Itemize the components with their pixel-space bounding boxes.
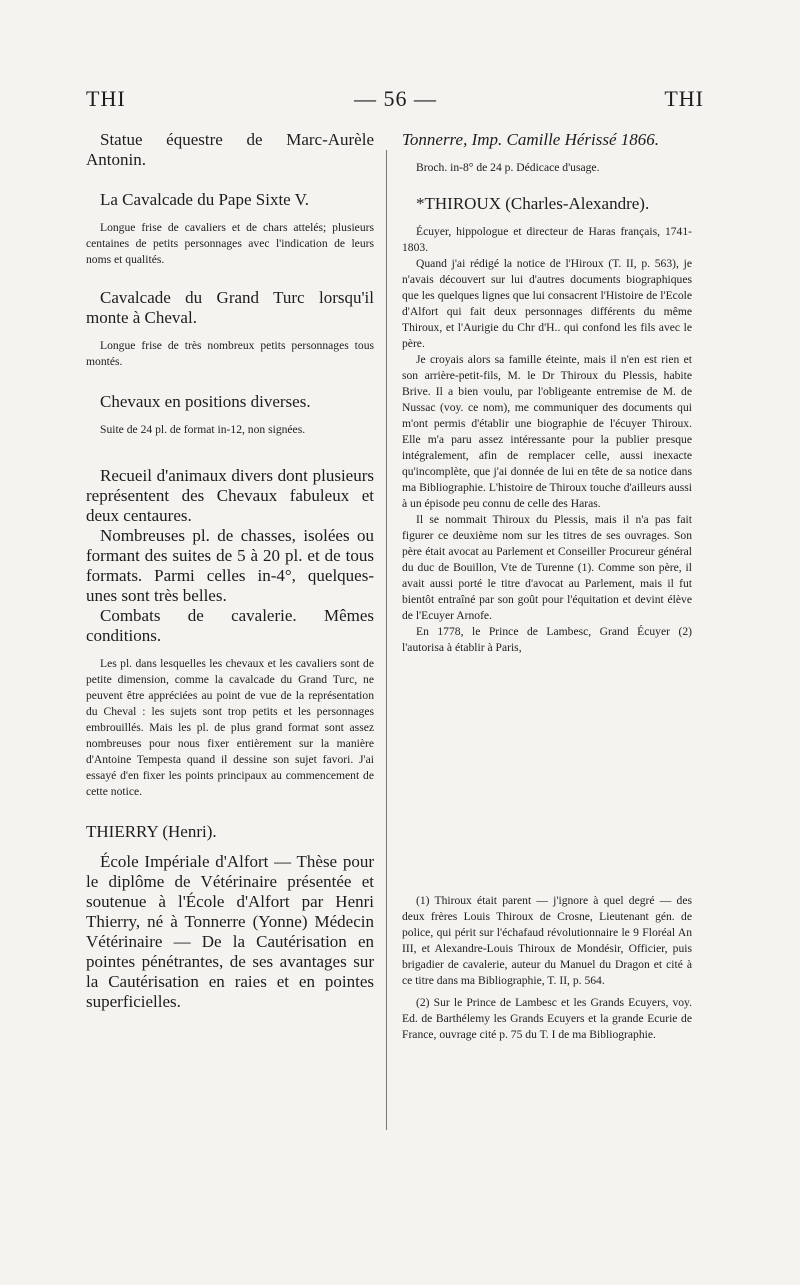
thierry-entry: École Impériale d'Alfort — Thèse pour le diplôme de Vétérinaire présentée et soutenue à l'École d'Alfort par Henri Thierry, né à Tonnerre (Yonne) Médecin Vétérinaire — De la Cautérisation en pointes pénétrantes, de ses avantages sur la Cautérisation en raies et en pointes superficielles.	[86, 852, 374, 1011]
combats-title: Combats de cavalerie. Mêmes conditions.	[86, 606, 374, 645]
combats-desc: Les pl. dans lesquelles les chevaux et les cavaliers sont de petite dimension, comme la cavalcade du Grand Turc, ne peuvent être appréciées au point de vue de la représentation du Cheval : les sujets sont trop petits et les personnages embrouillés. Mais les pl. de plus grand format sont assez nombreuses pour nous fixer entièrement sur la manière d'Antoine Tempesta quand il dessine son sujet favori. J'ai essayé d'en fixer les points principaux au commencement de cette notice.	[86, 657, 374, 798]
thiroux-para-3: Il se nommait Thiroux du Plessis, mais il n'a pas fait figurer ce deuxième nom sur les titres de ses ouvrages. Son père était avocat au Parlement et Conseiller Procureur général du duc de Bouillon, Vte de Turenne (1). Comme son père, il avait aussi porté le titre d'avocat au Parlement, mais il fut bientôt entraîné par son goût pour l'équitation et devint élève de l'Ecuyer Arnofe.	[402, 513, 692, 622]
page-number: — 56 —	[354, 86, 437, 111]
header-left: THI	[86, 86, 126, 111]
grand-turc-desc: Longue frise de très nombreux petits personnages tous montés.	[86, 339, 374, 368]
chevaux-title: Chevaux en positions diverses.	[100, 392, 311, 411]
cavalcade-pape-desc: Longue frise de cavaliers et de chars attelés; plusieurs centaines de petits personnages avec l'indication de leurs noms et qualités.	[86, 221, 374, 266]
thiroux-para-1: Quand j'ai rédigé la notice de l'Hiroux (T. II, p. 563), je n'avais découvert sur lui d'autres documents biographiques que les quelques lignes que lui consacrent l'Histoire de l'Ecole d'Alfort qui fait deux personnages différents du même Thiroux, et l'Aurigie du Chr d'H.. qui confond les fils avec le père.	[402, 257, 692, 350]
thierry-broch: Broch. in-8° de 24 p. Dédicace d'usage.	[416, 161, 600, 174]
right-column	[402, 130, 692, 656]
footnote-2: (2) Sur le Prince de Lambesc et les Grands Ecuyers, voy. Ed. de Barthélemy les Grands Ecuyers et la grande Ecurie de France, ouvrage cité p. 75 du T. I de ma Bibliographie.	[402, 996, 692, 1041]
footnotes	[402, 893, 692, 1043]
thiroux-para-4: En 1778, le Prince de Lambesc, Grand Écuyer (2) l'autorisa à établir à Paris,	[402, 625, 692, 654]
header-right: THI	[664, 86, 704, 111]
column-rule	[386, 150, 387, 1130]
chevaux-desc: Suite de 24 pl. de format in-12, non signées.	[100, 423, 306, 436]
thierry-heading: THIERRY (Henri).	[86, 822, 217, 841]
thiroux-para-2: Je croyais alors sa famille éteinte, mais il n'en est rien et son arrière-petit-fils, M. le Dr Thiroux du Plessis, habite Brive. Il a bien voulu, par l'obligeante entremise de M. de Nussac (voy. ce nom), me communiquer des documents qui m'ont permis d'établir une biographie de l'écuyer Thiroux. Elle m'a paru assez intéressante pour la publier presque intégralement, afin de remplacer celle, aussi inexacte qu'incomplète, que j'ai donnée de lui en tête de sa notice dans ma Bibliographie. L'histoire de Thiroux touche d'ailleurs aussi à un épisode peu connu de celle des Haras.	[402, 353, 692, 510]
grand-turc-title: Cavalcade du Grand Turc lorsqu'il monte à Cheval.	[86, 288, 374, 327]
thiroux-heading: *THIROUX (Charles-Alexandre).	[416, 194, 650, 213]
recueil-more: Nombreuses pl. de chasses, isolées ou formant des suites de 5 à 20 pl. et de tous formats. Parmi celles in-4°, quelques-unes sont très belles.	[86, 526, 374, 605]
footnote-1: (1) Thiroux était parent — j'ignore à quel degré — des deux frères Louis Thiroux de Crosne, Lieutenant gén. de police, qui périt sur l'échafaud révolutionnaire le 9 Floréal An III, et Alexandre-Louis Thiroux de Mondésir, Officier, puis brigadier de cavalerie, auteur du Manuel du Dragon et cité à ce titre dans ma Bibliographie, T. II, p. 564.	[402, 894, 692, 987]
left-column	[86, 130, 374, 1012]
thiroux-role: Écuyer, hippologue et directeur de Haras français, 1741-1803.	[402, 225, 692, 254]
thierry-imprint: Tonnerre, Imp. Camille Hérissé 1866.	[402, 130, 660, 149]
statue-entry: Statue équestre de Marc-Aurèle Antonin.	[86, 130, 374, 169]
recueil-title: Recueil d'animaux divers dont plusieurs représentent des Chevaux fabuleux et deux centaures.	[86, 466, 374, 525]
cavalcade-pape-title: La Cavalcade du Pape Sixte V.	[100, 190, 309, 209]
